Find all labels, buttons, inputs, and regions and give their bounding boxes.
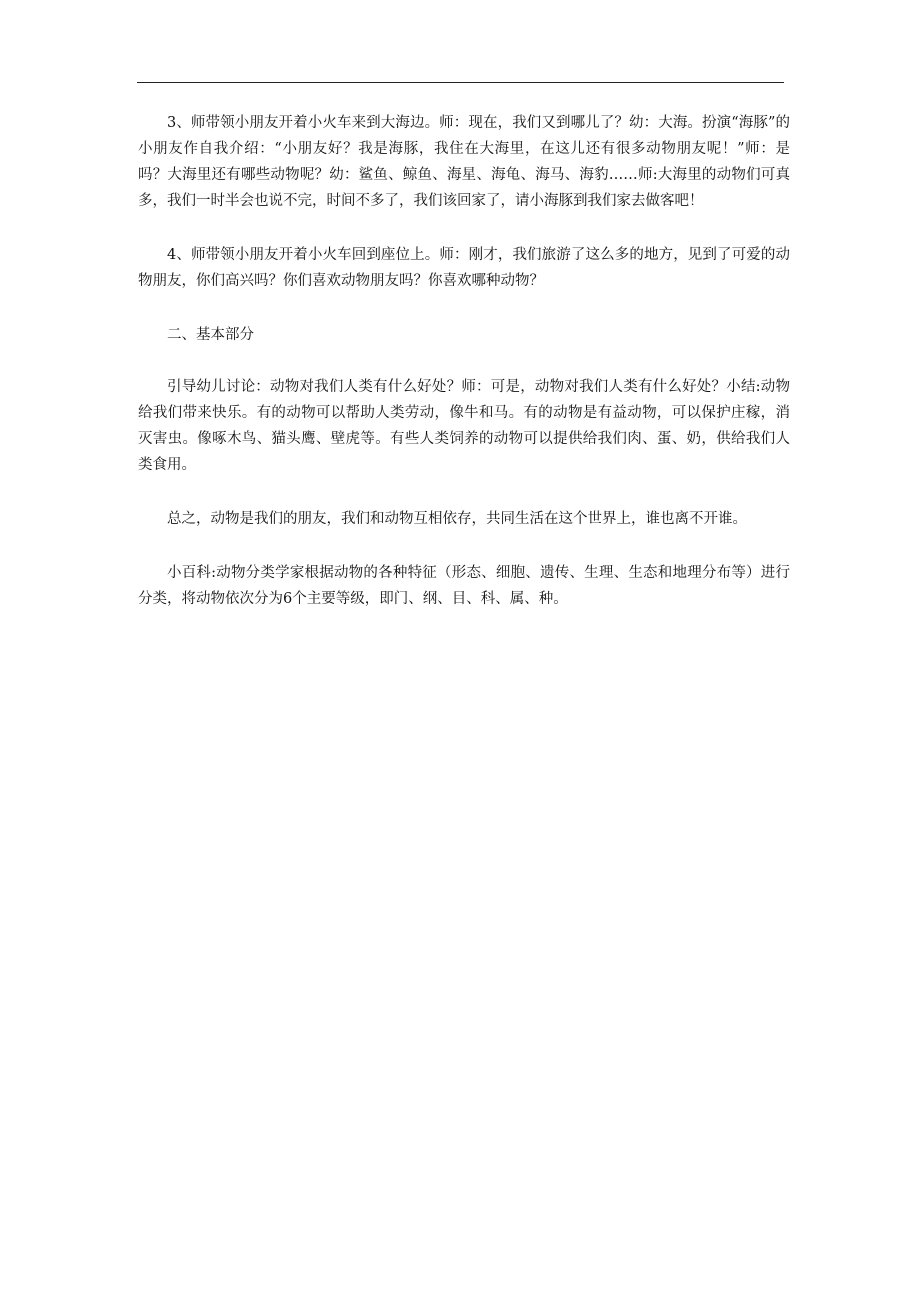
paragraph-return-to-seats: 4、师带领小朋友开着小火车回到座位上。师：刚才，我们旅游了这么多的地方，见到了可爱的动物朋友，你们高兴吗？你们喜欢动物朋友吗？你喜欢哪种动物？ (138, 247, 790, 289)
paragraph-discussion: 引导幼儿讨论：动物对我们人类有什么好处？师：可是，动物对我们人类有什么好处？小结:动物给我们带来快乐。有的动物可以帮助人类劳动，像牛和马。有的动物是有益动物，可以保护庄稼，消灭害虫。像啄木鸟、猫头鹰、壁虎等。有些人类饲养的动物可以提供给我们肉、蛋、奶，供给我们人类食用。 (138, 379, 790, 473)
document-body (138, 110, 790, 640)
paragraph-conclusion: 总之，动物是我们的朋友，我们和动物互相依存，共同生活在这个世界上，谁也离不开谁。 (167, 511, 747, 527)
section-heading-basic-part: 二、基本部分 (167, 327, 254, 343)
paragraph-encyclopedia: 小百科:动物分类学家根据动物的各种特征（形态、细胞、遗传、生理、生态和地理分布等）进行分类，将动物依次分为6个主要等级，即门、纲、目、科、属、种。 (138, 565, 790, 607)
header-rule (137, 82, 784, 83)
paragraph-train-to-sea: 3、师带领小朋友开着小火车来到大海边。师：现在，我们又到哪儿了？幼：大海。扮演“海豚”的小朋友作自我介绍：“小朋友好？我是海豚，我住在大海里，在这儿还有很多动物朋友呢！”师：是吗？大海里还有哪些动物呢？幼：鲨鱼、鲸鱼、海星、海龟、海马、海豹……师:大海里的动物们可真多，我们一时半会也说不完，时间不多了，我们该回家了，请小海豚到我们家去做客吧！ (138, 115, 790, 209)
